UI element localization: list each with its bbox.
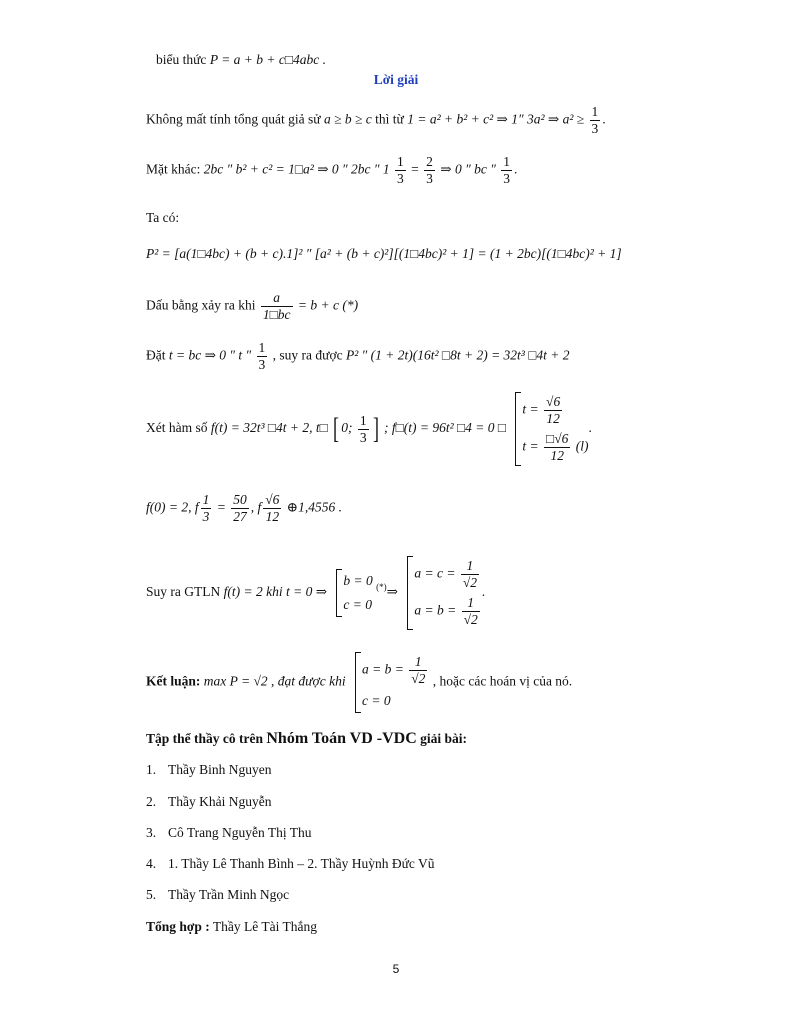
top-line-prefix: biểu thức: [156, 52, 207, 67]
values-b: =: [216, 499, 226, 515]
mat-khac-frac1: [395, 154, 406, 187]
star-ref: (*): [376, 582, 387, 593]
list-item-number: 1.: [146, 762, 157, 777]
values-frac-c-den: 12: [265, 509, 280, 524]
mat-khac-frac3: [501, 154, 512, 187]
values-frac-c-num: √6: [265, 492, 280, 507]
mat-khac-frac1-den: 3: [397, 171, 404, 186]
list-item: [146, 856, 435, 872]
list-item-number: 4.: [146, 856, 157, 871]
derivative-expr: ; f□(t) = 96t² □4 = 0 □: [383, 420, 507, 436]
abc-row-2-lhs: a = b =: [414, 602, 457, 618]
substitution-fraction: [257, 340, 268, 373]
abc-row-1-num: 1: [461, 558, 479, 575]
wlog-cond: a ≥ b ≥ c: [323, 111, 372, 127]
conclusion-label: Kết luận:: [146, 673, 201, 689]
list-item: [146, 887, 289, 903]
wlog-frac-den: 3: [591, 121, 599, 136]
compiled-by-name: Thầy Lê Tài Thắng: [212, 919, 317, 934]
list-item: [146, 825, 312, 841]
abc-row-2-fraction: [462, 595, 480, 628]
root-2-lhs: t =: [522, 438, 539, 454]
substitution-expr2: P² ″ (1 + 2t)(16t² □8t + 2) = 32t³ □4t + 2: [346, 347, 570, 363]
conclusion-row-1-fraction: [409, 654, 427, 687]
values-frac-a-den: 3: [202, 509, 210, 524]
list-item-name: Thầy Trần Minh Ngọc: [168, 887, 290, 902]
compiled-by-label: Tổng hợp :: [146, 919, 210, 934]
max-value-text: Suy ra GTLN: [146, 584, 221, 600]
values-frac-c: [263, 492, 281, 525]
function-study-text: Xét hàm số: [146, 420, 208, 436]
ta-co-line: Ta có:: [146, 210, 180, 225]
substitution-line: [146, 340, 570, 373]
wlog-fraction: [590, 104, 601, 137]
wlog-text2: thì từ: [375, 111, 404, 127]
values-frac-b-den: 27: [233, 509, 247, 524]
interval-frac-num: 1: [359, 412, 367, 428]
max-value-line: Suy ra GTLN f(t) = 2 khi t = 0 ⇒ b = 0 c = 0 (*)⇒ a = c = $\frac{1}{√2}$ a = b = $\frac{1}{√2}$ .: [146, 556, 485, 630]
values-frac-b-num: 50: [233, 492, 247, 507]
interval-bracket-left: [: [333, 412, 340, 445]
wlog-line: Không mất tính tổng quát giả sử a ≥ b ≥ c thì từ 1 = a² + b² + c² ⇒ 1″ 3a² ⇒ a² ≥ $\frac{1}{3}$ .: [146, 104, 606, 136]
compiled-by: [146, 919, 317, 935]
abc-row-2-den: √2: [463, 612, 478, 627]
conclusion-row-1-den: √2: [411, 671, 426, 686]
values-d: ⊕1,4556 .: [286, 499, 342, 515]
equality-frac-num: a: [261, 290, 293, 307]
mat-khac-frac2-num: 2: [426, 154, 433, 169]
mat-khac-frac1-num: 1: [397, 154, 404, 169]
mat-khac-frac3-den: 3: [503, 171, 510, 186]
root-2: [522, 429, 588, 466]
wlog-text: Không mất tính tổng quát giả sử: [146, 111, 321, 127]
wlog-frac-num: 1: [591, 104, 599, 119]
conclusion-row-1-num: 1: [409, 654, 427, 671]
implies-star: (*)⇒: [376, 582, 398, 600]
mat-khac-line: Mặt khác: 2bc ″ b² + c² = 1□a² ⇒ 0 ″ 2bc ″ 1 $\frac{1}{3}$ = $\frac{2}{3}$ ⇒ 0 ″ bc ″ $\frac{1}{3}$ .: [146, 154, 518, 186]
root-1: [522, 392, 588, 429]
values-frac-b: [231, 492, 249, 525]
values-c: , f: [250, 499, 262, 515]
interval-start: 0;: [341, 420, 353, 436]
roots-system: [515, 392, 588, 466]
root-2-num: □√6: [546, 431, 569, 446]
p-squared-inequality: P² = [a(1□4bc) + (b + c).1]² ″ [a² + (b + c)²][(1□4bc)² + 1] = (1 + 2bc)[(1□4bc)² + 1]: [146, 246, 622, 261]
substitution-frac-num: 1: [258, 340, 266, 355]
equality-condition: [146, 290, 358, 323]
team-prefix: Tập thể thầy cô trên: [146, 731, 263, 746]
team-heading: [146, 730, 467, 748]
conclusion-row-1-lhs: a = b =: [361, 661, 404, 677]
abc-system: [407, 556, 481, 630]
mat-khac-eq: =: [411, 161, 419, 177]
list-item-name: Cô Trang Nguyễn Thị Thu: [168, 825, 312, 840]
mat-khac-label: Mặt khác:: [146, 161, 201, 177]
mat-khac-frac2-den: 3: [426, 171, 433, 186]
abc-row-1-den: √2: [462, 575, 477, 590]
team-group-name: Nhóm Toán VD -VDC: [266, 730, 417, 747]
function-values-line: [146, 492, 342, 525]
values-frac-a: [201, 492, 212, 525]
bc-row-2: c = 0: [343, 597, 373, 612]
abc-row-2-num: 1: [462, 595, 480, 612]
equality-text: Dấu bằng xảy ra khi: [146, 297, 256, 313]
values-a: f(0) = 2, f: [146, 499, 199, 515]
conclusion-line: [146, 652, 572, 713]
root-1-den: 12: [546, 411, 560, 426]
list-item: [146, 794, 271, 810]
top-line: [156, 52, 326, 68]
max-value-expr: f(t) = 2 khi t = 0 ⇒: [223, 584, 328, 600]
conclusion-expr: max P = √2 , đạt được khi: [203, 673, 346, 689]
list-item-number: 3.: [146, 825, 157, 840]
substitution-text: Đặt: [146, 347, 166, 363]
mat-khac-expr1: 2bc ″ b² + c² = 1□a² ⇒ 0 ″ 2bc ″ 1: [203, 161, 390, 177]
list-item-number: 2.: [146, 794, 157, 809]
substitution-frac-den: 3: [258, 357, 266, 372]
conclusion-row-2: c = 0: [361, 693, 391, 708]
values-frac-a-num: 1: [202, 492, 210, 507]
root-1-lhs: t =: [522, 401, 539, 417]
function-expr: f(t) = 32t³ □4t + 2, t□: [210, 420, 328, 436]
list-item-name: Thầy Khải Nguyễn: [168, 794, 272, 809]
conclusion-system: [355, 652, 429, 713]
interval-frac-den: 3: [359, 429, 367, 445]
list-item: [146, 762, 272, 778]
top-line-expr: P = a + b + c□4abc .: [209, 52, 327, 67]
root-1-num: √6: [546, 394, 561, 409]
abc-row-1-fraction: [461, 558, 479, 591]
team-suffix: giải bài:: [420, 731, 468, 746]
interval-fraction: [358, 413, 369, 446]
page-number: 5: [392, 962, 400, 976]
mat-khac-frac2: [424, 154, 435, 187]
substitution-text2: , suy ra được: [272, 347, 343, 363]
root-2-den: 12: [550, 448, 564, 463]
root-2-fraction: [544, 431, 570, 464]
solution-heading: Lời giải: [373, 72, 419, 87]
conclusion-tail: , hoặc các hoán vị của nó.: [432, 673, 573, 689]
bc-system: [336, 569, 372, 617]
abc-row-1-lhs: a = c =: [414, 565, 456, 581]
wlog-expr: 1 = a² + b² + c² ⇒ 1″ 3a² ⇒ a² ≥: [407, 111, 585, 127]
root-1-fraction: [544, 394, 562, 427]
abc-row-1: [414, 556, 481, 593]
substitution-expr: t = bc ⇒ 0 ″ t ″: [168, 347, 252, 363]
mat-khac-expr2: ⇒ 0 ″ bc ″: [440, 161, 496, 177]
equality-fraction: [261, 290, 293, 323]
conclusion-row-1: [362, 652, 429, 689]
function-study-line: Xét hàm số f(t) = 32t³ □4t + 2, t□ [ 0; $\frac{1}{3}$ ] ; f□(t) = 96t² □4 = 0 □ t = $\frac{√6}{12}$ t = $\frac{□√6}{12}$ (l) .: [146, 392, 592, 466]
list-item-number: 5.: [146, 887, 157, 902]
mat-khac-frac3-num: 1: [503, 154, 510, 169]
equality-rest: = b + c (*): [297, 297, 359, 313]
root-2-note: (l): [575, 438, 589, 454]
list-item-name: 1. Thầy Lê Thanh Bình – 2. Thầy Huỳnh Đức Vũ: [168, 856, 435, 871]
abc-row-2: [414, 593, 481, 630]
list-item-name: Thầy Binh Nguyen: [168, 762, 272, 777]
bc-row-1: b = 0: [343, 573, 373, 588]
interval-bracket-right: ]: [372, 412, 379, 445]
equality-frac-den: 1□bc: [262, 307, 291, 322]
